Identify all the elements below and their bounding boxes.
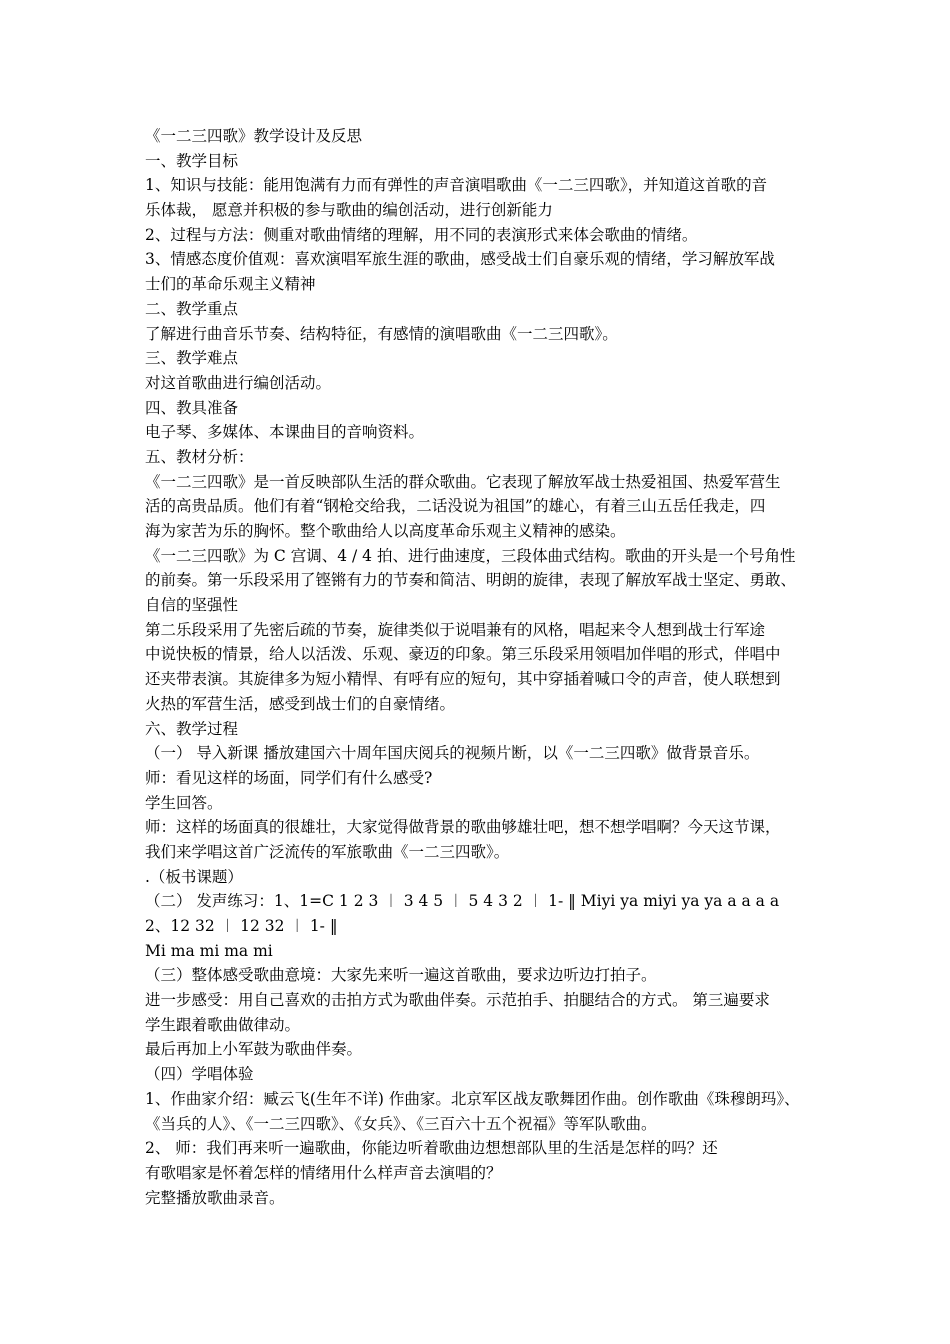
body-line: 学生跟着歌曲做律动。: [145, 1015, 301, 1034]
body-line: 火热的军营生活，感受到战士们的自豪情绪。: [145, 694, 456, 713]
body-line: 还夹带表演。其旋律多为短小精悍、有呼有应的短句，其中穿插着喊口令的声音，使人联想到: [145, 670, 781, 689]
body-line: 完整播放歌曲录音。: [145, 1188, 285, 1207]
body-line: 乐体裁， 愿意并积极的参与歌曲的编创活动，进行创新能力: [145, 201, 553, 220]
body-line: 电子琴、多媒体、本课曲目的音响资料。: [145, 423, 425, 442]
document-page: [145, 124, 825, 1210]
body-line: Mi ma mi ma mi: [145, 941, 273, 960]
body-line: 《一二三四歌》为 C 宫调、4 / 4 拍、进行曲速度，三段体曲式结构。歌曲的开头是一个号角性: [145, 546, 796, 565]
body-line: 1、作曲家介绍：臧云飞(生年不详) 作曲家。北京军区战友歌舞团作曲。创作歌曲《珠穆朗玛》、: [145, 1089, 800, 1108]
body-line: 中说快板的情景，给人以活泼、乐观、豪迈的印象。第三乐段采用领唱加伴唱的形式，伴唱中: [145, 645, 781, 664]
body-line: 进一步感受：用自己喜欢的击拍方式为歌曲伴奏。示范拍手、拍腿结合的方式。 第三遍要求: [145, 991, 770, 1010]
body-line: 2、12 32 ︱ 12 32 ︱ 1- ‖: [145, 917, 338, 935]
body-line: .（板书课题）: [145, 867, 243, 886]
section-heading-difficulties: 三、教学难点: [145, 349, 239, 368]
body-line: 第二乐段采用了先密后疏的节奏，旋律类似于说唱兼有的风格，唱起来令人想到战士行军途: [145, 620, 766, 639]
body-line: 1、知识与技能：能用饱满有力而有弹性的声音演唱歌曲《一二三四歌》，并知道这首歌的音: [145, 176, 768, 195]
body-line: 最后再加上小军鼓为歌曲伴奏。: [145, 1040, 363, 1059]
body-line: 《当兵的人》、《一二三四歌》、《女兵》、《三百六十五个祝福》等军队歌曲。: [145, 1114, 657, 1133]
section-heading-materials: 四、教具准备: [145, 398, 239, 417]
body-line: （四）学唱体验: [145, 1065, 254, 1084]
body-line: 2、 师：我们再来听一遍歌曲，你能边听着歌曲边想想部队里的生活是怎样的吗？还: [145, 1139, 718, 1158]
body-line: 学生回答。: [145, 793, 223, 812]
body-line: 了解进行曲音乐节奏、结构特征，有感情的演唱歌曲《一二三四歌》。: [145, 324, 618, 343]
body-line: 师：这样的场面真的很雄壮，大家觉得做背景的歌曲够雄壮吧，想不想学唱啊？今天这节课，: [145, 818, 781, 837]
body-line: （一） 导入新课 播放建国六十周年国庆阅兵的视频片断，以《一二三四歌》做背景音乐。: [145, 744, 760, 763]
body-line: 师：看见这样的场面，同学们有什么感受?: [145, 768, 433, 787]
body-line: 海为家苦为乐的胸怀。整个歌曲给人以高度革命乐观主义精神的感染。: [145, 522, 626, 540]
body-line: 活的高贵品质。他们有着“钢枪交给我，二话没说为祖国”的雄心，有着三山五岳任我走，四: [145, 497, 766, 516]
body-line: （二） 发声练习：1、1=C 1 2 3 ︱ 3 4 5 ︱ 5 4 3 2 ︱ 1- ‖ Miyi ya miyi ya ya a a a a: [145, 892, 780, 911]
body-line: 2、过程与方法：侧重对歌曲情绪的理解，用不同的表演形式来体会歌曲的情绪。: [145, 225, 698, 244]
body-line: 士们的革命乐观主义精神: [145, 275, 316, 294]
body-line: 的前奏。第一乐段采用了铿锵有力的节奏和简洁、明朗的旋律，表现了解放军战士坚定、勇敢、: [145, 571, 797, 590]
body-line: 有歌唱家是怀着怎样的情绪用什么样声音去演唱的？: [145, 1163, 502, 1182]
body-line: 我们来学唱这首广泛流传的军旅歌曲《一二三四歌》。: [145, 842, 510, 861]
body-line: 《一二三四歌》是一首反映部队生活的群众歌曲。它表现了解放军战士热爱祖国、热爱军营生: [145, 472, 781, 491]
section-heading-teaching-goals: 一、教学目标: [145, 151, 239, 170]
body-line: 3、情感态度价值观：喜欢演唱军旅生涯的歌曲，感受战士们自豪乐观的情绪，学习解放军战: [145, 250, 775, 269]
section-heading-analysis: 五、教材分析：: [145, 447, 254, 466]
section-heading-process: 六、教学过程: [145, 719, 239, 738]
document-title: 《一二三四歌》教学设计及反思: [145, 127, 363, 145]
body-line: 自信的坚强性: [145, 596, 239, 615]
section-heading-key-points: 二、教学重点: [145, 299, 239, 318]
body-line: 对这首歌曲进行编创活动。: [145, 373, 332, 392]
body-line: （三）整体感受歌曲意境：大家先来听一遍这首歌曲，要求边听边打拍子。: [145, 966, 657, 985]
